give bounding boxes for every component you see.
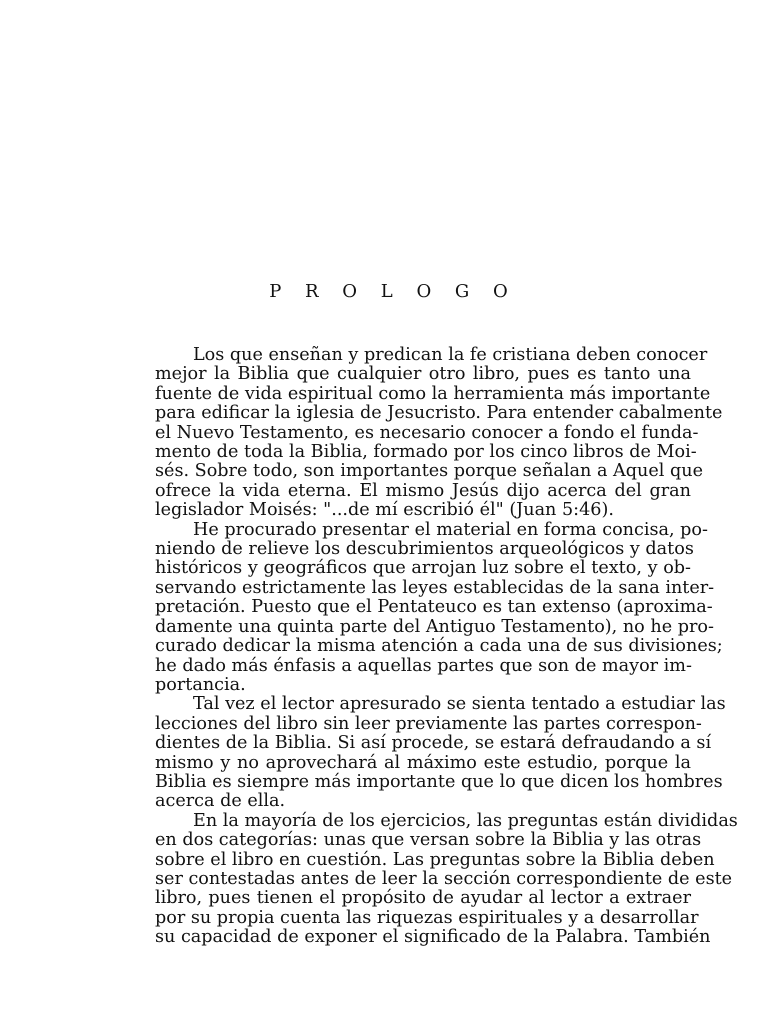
text-line: niendo de relieve los descubrimientos arqueológicos y datos [155,539,694,560]
text-line: mismo y no aprovechará al máximo este estudio, porque la [155,752,691,773]
body-text [117,345,738,948]
text-line: dientes de la Biblia. Si así procede, se estará defraudando a sí [155,733,712,754]
text-line: fuente de vida espiritual como la herramienta más importante [155,383,711,404]
text-line: servando estrictamente las leyes establecidas de la sana inter- [155,577,715,598]
text-line: el Nuevo Testamento, es necesario conocer a fondo el funda- [155,422,699,443]
text-line: en dos categorías: unas que versan sobre la Biblia y las otras [155,830,702,851]
text-line: legislador Moisés: "...de mí escribió él" (Juan 5:46). [155,500,614,521]
text-line: ser contestadas antes de leer la sección correspondiente de este [155,868,733,889]
text-line: su capacidad de exponer el significado de la Palabra. También [155,927,711,948]
text-line: sés. Sobre todo, son importantes porque señalan a Aquel que [155,461,703,482]
text-line: ofrece la vida eterna. El mismo Jesús dijo acerca del gran [155,480,691,501]
text-line: curado dedicar la misma atención a cada una de sus divisiones; [155,636,723,657]
text-line: he dado más énfasis a aquellas partes que son de mayor im- [155,655,692,676]
text-line: sobre el libro en cuestión. Las preguntas sobre la Biblia deben [155,849,715,870]
paragraph-3 [117,694,726,812]
text-line: Biblia es siempre más importante que lo que dicen los hombres [155,771,723,792]
text-line: Los que enseñan y predican la fe cristiana deben conocer [193,345,708,365]
paragraph-4 [117,810,738,948]
text-line: mejor la Biblia que cualquier otro libro, pues es tanto una [155,364,691,385]
page-title: P R O L O G O [269,281,517,302]
text-line: acerca de ella. [155,791,286,812]
text-line: damente una quinta parte del Antiguo Testamento), no he pro- [155,616,714,637]
paragraph-1 [117,345,723,521]
text-line: mento de toda la Biblia, formado por los cinco libros de Moi- [155,442,697,463]
text-line: Tal vez el lector apresurado se sienta tentado a estudiar las [193,694,726,715]
text-line: por su propia cuenta las riquezas espirituales y a desarrollar [155,907,699,928]
paragraph-2 [117,519,723,696]
text-line: pretación. Puesto que el Pentateuco es tan extenso (aproxima- [155,597,713,618]
text-line: En la mayoría de los ejercicios, las preguntas están divididas [193,810,738,831]
text-line: históricos y geográficos que arrojan luz sobre el texto, y ob- [155,558,691,579]
text-line: He procurado presentar el material en forma concisa, po- [193,519,708,540]
text-line: libro, pues tienen el propósito de ayudar al lector a extraer [155,888,691,909]
text-line: lecciones del libro sin leer previamente las partes correspon- [155,713,702,734]
text-line: para edificar la iglesia de Jesucristo. Para entender cabalmente [155,403,723,424]
text-line: portancia. [155,674,246,695]
